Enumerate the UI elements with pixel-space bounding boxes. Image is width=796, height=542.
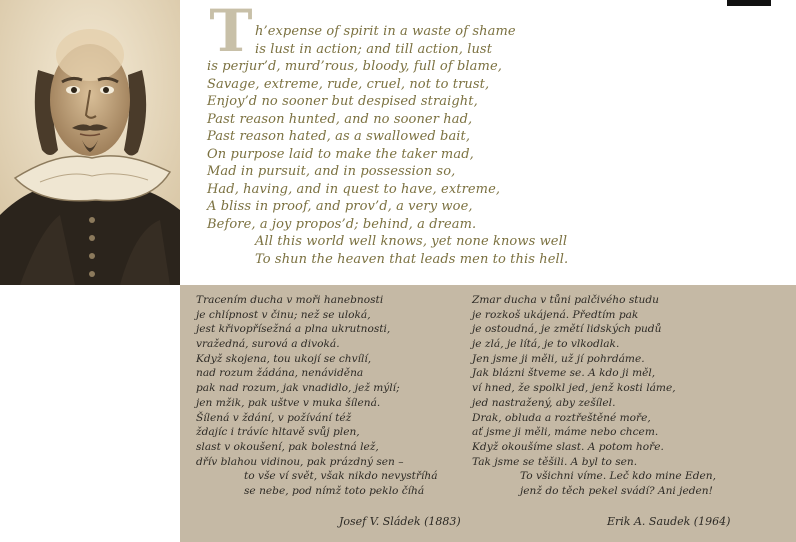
translation-line: Když okoušíme slast. A potom hoře.: [472, 440, 664, 453]
translation-line: Zmar ducha v tůni palčivého studu: [472, 294, 659, 306]
poem-couplet-line: To shun the heaven that leads men to this hell.: [255, 251, 569, 267]
translator-credit-saudek: Erik A. Saudek (1964): [607, 515, 731, 528]
translation-line: Když skojena, tou ukojí se chvílí,: [196, 352, 372, 365]
translation-line: ví hned, že spolkl jed, jenž kosti láme,: [472, 382, 676, 395]
translation-line: dřív blahou vidinou, pak prázdný sen –: [196, 455, 404, 468]
corner-mark: [727, 0, 771, 6]
translation-line: je rozkoš ukájená. Předtím pak: [472, 308, 639, 321]
translation-line: pak nad rozum, jak vnadidlo, jež mýlí;: [196, 382, 400, 395]
translation-line: Jen jsme ji měli, už jí pohrdáme.: [472, 352, 645, 365]
poem-line: Mad in pursuit, and in possession so,: [207, 164, 456, 179]
english-sonnet: [207, 23, 767, 268]
translation-line: ždajíc i trávíc hltavě svůj plen,: [196, 426, 360, 439]
poem-couplet-line: All this world well knows, yet none knows well: [255, 234, 568, 249]
translation-line: slast v okoušení, pak bolestná lež,: [196, 440, 379, 453]
poem-line: Savage, extreme, rude, cruel, not to trust,: [207, 76, 490, 92]
translation-line: Jak blázni štveme se. A kdo ji měl,: [472, 367, 656, 380]
translation-line: jest křivopřísežná a plna ukrutnosti,: [196, 323, 391, 336]
poem-line: Before, a joy propos’d; behind, a dream.: [207, 216, 477, 232]
poem-line: is lust in action; and till action, lust: [255, 41, 493, 57]
translation-line: ať jsme ji měli, máme nebo chcem.: [472, 426, 659, 439]
translation-line: je zlá, je lítá, je to vlkodlak.: [472, 338, 620, 351]
translation-line: jen mžik, pak uštve v muka šílená.: [196, 396, 381, 409]
poem-line: Past reason hunted, and no sooner had,: [207, 111, 473, 127]
translation-couplet-line: to vše ví svět, však nikdo nevystříhá: [244, 470, 438, 483]
translation-line: je chlípnost v činu; než se uloká,: [196, 308, 371, 321]
poem-line: A bliss in proof, and prov’d, a very woe,: [207, 199, 473, 214]
poem-line: Past reason hated, as a swallowed bait,: [207, 129, 471, 144]
drop-cap-letter: T: [209, 0, 253, 65]
translation-couplet-line: To všichni víme. Leč kdo mine Eden,: [520, 470, 716, 483]
translation-line: Tracením ducha v moři hanebnosti: [196, 294, 384, 306]
translation-sladek: [196, 293, 438, 499]
translation-couplet-line: se nebe, pod nímž toto peklo číhá: [244, 484, 425, 497]
translation-line: Šílená v ždání, v požívání též: [196, 411, 352, 424]
translation-line: vražedná, surová a divoká.: [196, 338, 340, 351]
poem-line: Enjoy’d no sooner but despised straight,: [207, 94, 478, 109]
translations-panel: [180, 285, 796, 542]
translation-line: nad rozum žádána, nenáviděna: [196, 367, 364, 380]
translation-line: Tak jsme se těšili. A byl to sen.: [472, 455, 638, 468]
poem-line: is perjur’d, murd’rous, bloody, full of blame,: [207, 59, 502, 74]
translation-line: jed nastražený, aby zešílel.: [472, 396, 616, 409]
poem-line: On purpose laid to make the taker mad,: [207, 146, 474, 162]
translator-credit-sladek: Josef V. Sládek (1883): [339, 515, 461, 528]
shakespeare-portrait: [0, 0, 180, 285]
translation-couplet-line: jenž do těch pekel svádí? Ani jeden!: [520, 484, 713, 497]
poem-line: h’expense of spirit in a waste of shame: [255, 24, 516, 39]
poem-line: Had, having, and in quest to have, extreme,: [207, 181, 501, 197]
translation-line: je ostoudná, je změtí lidských pudů: [472, 323, 662, 336]
translation-line: Drak, obluda a roztřeštěné moře,: [472, 411, 651, 424]
translation-saudek: [472, 293, 716, 499]
